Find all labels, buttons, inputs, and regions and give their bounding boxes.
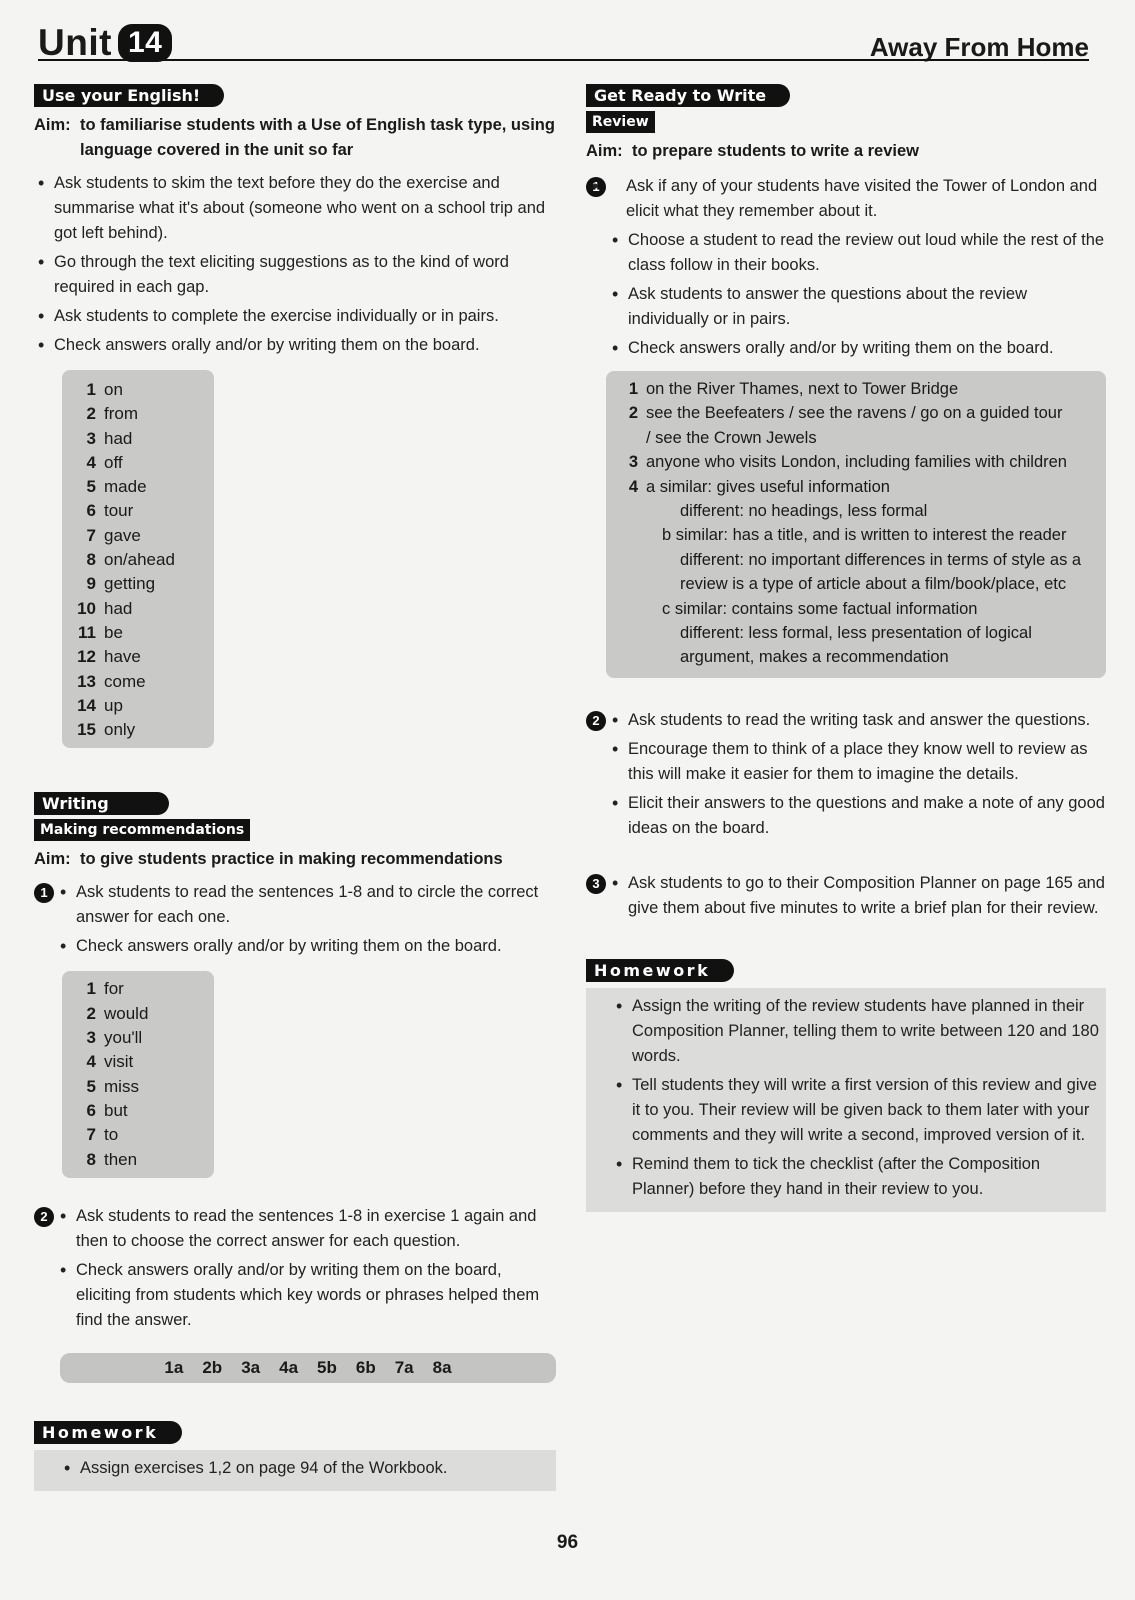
answer-number xyxy=(622,572,646,596)
answer-value: 1a xyxy=(164,1357,184,1377)
exercise-3 xyxy=(586,871,1106,921)
list-item: • Check answers orally and/or by writing them on the board, eliciting from students which key words or phrases helped them find the answer. xyxy=(56,1258,556,1333)
answer-value: 2b xyxy=(202,1357,223,1377)
list-item: • Check answers orally and/or by writing them on the board. xyxy=(608,336,1106,361)
answer-number: 3 xyxy=(86,428,96,448)
answer-number: 2 xyxy=(86,1003,96,1023)
answer-value: different: less formal, less presentation of logical xyxy=(680,624,1032,643)
exercise-number-badge: 1 xyxy=(586,177,606,197)
answer-number: 6 xyxy=(86,1100,96,1120)
answer-row xyxy=(62,1123,214,1147)
answer-value: only xyxy=(104,720,136,740)
answer-value: / see the Crown Jewels xyxy=(646,428,817,447)
list-item: • Ask students to read the sentences 1-8 and to circle the correct answer for each one. xyxy=(56,880,556,930)
answer-number xyxy=(622,426,646,450)
answer-value: 4a xyxy=(279,1357,299,1377)
aim xyxy=(586,139,1106,164)
answer-row xyxy=(622,572,1098,596)
list-item: • Ask if any of your students have visited the Tower of London and elicit what they remember about it. xyxy=(588,174,1106,224)
answer-row xyxy=(62,1099,214,1123)
section-heading-writing: Writing xyxy=(34,792,169,815)
answer-row xyxy=(62,402,214,426)
answer-value: up xyxy=(104,695,123,715)
aim-label: Aim: xyxy=(586,142,623,160)
answer-value: different: no important differences in terms of style as a xyxy=(680,550,1082,569)
bullet-list xyxy=(34,171,556,358)
answer-number: 10 xyxy=(77,598,96,618)
answer-number: 12 xyxy=(77,647,96,667)
answer-row xyxy=(62,1148,214,1172)
answer-number: 14 xyxy=(77,695,96,715)
list-item: • Ask students to read the sentences 1-8 in exercise 1 again and then to choose the correct answer for each question. xyxy=(56,1204,556,1254)
answer-value: 5b xyxy=(317,1357,337,1377)
answer-value: on the River Thames, next to Tower Bridge xyxy=(646,380,959,398)
answer-row xyxy=(62,524,214,548)
exercise-1 xyxy=(586,174,1106,678)
answer-row xyxy=(62,499,214,523)
answer-row xyxy=(62,548,214,572)
answer-value: different: no headings, less formal xyxy=(680,502,928,521)
list-item: • Ask students to read the writing task and answer the questions. xyxy=(608,708,1106,733)
answer-value: getting xyxy=(104,574,156,594)
answer-number: 2 xyxy=(86,404,96,424)
answer-value: would xyxy=(104,1003,149,1023)
answer-number: 5 xyxy=(86,1076,96,1096)
answer-number: 8 xyxy=(86,550,96,570)
answer-value: from xyxy=(104,404,138,424)
exercise-number-badge: 1 xyxy=(34,883,54,903)
list-item: • Tell students they will write a first version of this review and give it to you. Their review will be given back to them later with your comments and they will write a second, improved version of it. xyxy=(612,1073,1106,1148)
answer-value: for xyxy=(104,979,124,999)
unit-number-badge: 14 xyxy=(118,24,172,62)
answer-value: b similar: has a title, and is written to interest the reader xyxy=(662,526,1067,545)
answer-value: c similar: contains some factual information xyxy=(662,599,978,618)
page-number: 96 xyxy=(556,1532,579,1553)
answer-row xyxy=(62,621,214,645)
answer-row xyxy=(622,523,1098,547)
section-heading-homework: Homework xyxy=(34,1421,182,1444)
list-item: • Ask students to answer the questions about the review individually or in pairs. xyxy=(608,282,1106,332)
homework-section-left xyxy=(34,1421,556,1491)
answer-key-inline xyxy=(60,1353,556,1383)
list-item: • Elicit their answers to the questions and make a note of any good ideas on the board. xyxy=(608,791,1106,841)
aim-text: to prepare students to write a review xyxy=(632,142,919,160)
answer-key-box xyxy=(62,971,214,1177)
answer-number xyxy=(622,597,646,621)
answer-value: 7a xyxy=(394,1357,414,1377)
answer-number: 7 xyxy=(86,1125,96,1145)
exercise-2 xyxy=(586,708,1106,841)
answer-value: a similar: gives useful information xyxy=(646,477,890,496)
list-item: • Encourage them to think of a place they know well to review as this will make it easier for them to imagine the details. xyxy=(608,737,1106,787)
answer-number: 4 xyxy=(86,452,96,472)
exercise-2 xyxy=(34,1204,556,1383)
answer-row xyxy=(622,426,1098,450)
homework-box xyxy=(586,988,1106,1212)
answer-number: 1 xyxy=(86,380,96,399)
answer-row xyxy=(622,450,1098,474)
list-item: • Ask students to go to their Composition Planner on page 165 and give them about five minutes to write a brief plan for their review. xyxy=(608,871,1106,921)
answer-row xyxy=(62,1002,214,1026)
header-rule xyxy=(38,59,1089,61)
answer-value: you'll xyxy=(104,1028,143,1048)
section-heading-use-english: Use your English! xyxy=(34,84,224,107)
answer-value: on xyxy=(104,380,123,399)
answer-number xyxy=(622,548,646,572)
answer-value: 8a xyxy=(432,1357,452,1377)
answer-number: 4 xyxy=(628,477,638,496)
homework-box xyxy=(34,1450,556,1491)
get-ready-section xyxy=(586,84,1106,921)
answer-value: then xyxy=(104,1149,138,1169)
list-item: • Ask students to skim the text before they do the exercise and summarise what it's about (someone who went on a school trip and got left behind). xyxy=(34,171,556,246)
answer-number: 1 xyxy=(86,979,96,999)
answer-row xyxy=(62,694,214,718)
answer-row xyxy=(62,427,214,451)
answer-value: argument, makes a recommendation xyxy=(680,648,949,667)
answer-row xyxy=(62,1026,214,1050)
aim xyxy=(34,113,556,163)
aim-label: Aim: xyxy=(34,850,71,869)
list-item: • Check answers orally and/or by writing them on the board. xyxy=(56,934,556,959)
answer-number xyxy=(622,523,646,547)
list-item: • Assign the writing of the review students have planned in their Composition Planner, telling them to write between 120 and 180 words. xyxy=(612,994,1106,1069)
bullet-list xyxy=(34,1204,556,1333)
bullet-list xyxy=(586,708,1106,841)
answer-row xyxy=(622,401,1098,425)
section-heading-homework: Homework xyxy=(586,959,734,982)
answer-number: 13 xyxy=(77,671,96,691)
answer-value: tour xyxy=(104,501,134,521)
answer-row xyxy=(62,451,214,475)
answer-number: 15 xyxy=(77,720,96,740)
answer-value: 3a xyxy=(241,1357,261,1377)
answer-value: off xyxy=(104,452,123,472)
list-item: • Assign exercises 1,2 on page 94 of the Workbook. xyxy=(60,1456,556,1481)
answer-row xyxy=(62,475,214,499)
answer-row xyxy=(62,597,214,621)
answer-row xyxy=(622,548,1098,572)
answer-value: review is a type of article about a film/book/place, etc xyxy=(680,575,1067,594)
answer-number xyxy=(622,499,646,523)
answer-number: 3 xyxy=(86,1028,96,1048)
answer-value: see the Beefeaters / see the ravens / go on a guided tour xyxy=(646,404,1063,423)
answer-row xyxy=(62,378,214,402)
subheading-review: Review xyxy=(586,111,655,133)
homework-section-right xyxy=(586,959,1106,1212)
exercise-number-badge: 2 xyxy=(34,1207,54,1227)
bullet-list xyxy=(34,880,556,959)
answer-number: 3 xyxy=(628,453,638,472)
list-item: • Ask students to complete the exercise individually or in pairs. xyxy=(34,304,556,329)
unit-label: Unit xyxy=(38,22,112,63)
answer-row xyxy=(62,645,214,669)
list-item: • Choose a student to read the review out loud while the rest of the class follow in their books. xyxy=(608,228,1106,278)
answer-number: 5 xyxy=(86,477,96,497)
answer-number: 1 xyxy=(628,380,638,398)
exercise-number-badge: 3 xyxy=(586,874,606,894)
aim-label: Aim: xyxy=(34,116,71,134)
answer-number: 9 xyxy=(86,574,96,594)
unit-title xyxy=(38,22,172,64)
answer-row xyxy=(62,977,214,1001)
answer-row xyxy=(62,718,214,742)
bullet-list xyxy=(34,1450,556,1491)
answer-number: 8 xyxy=(86,1149,96,1169)
writing-section xyxy=(34,792,556,1382)
answer-key-box xyxy=(606,371,1106,678)
answer-value: on/ahead xyxy=(104,550,175,570)
exercise-1 xyxy=(34,880,556,1177)
list-item: • Remind them to tick the checklist (after the Composition Planner) before they hand in their review to you. xyxy=(612,1152,1106,1202)
answer-value: have xyxy=(104,647,141,667)
answer-value: come xyxy=(104,671,146,691)
answer-number: 11 xyxy=(78,622,96,642)
use-english-section xyxy=(34,84,556,748)
answer-value: anyone who visits London, including families with children xyxy=(646,453,1067,472)
answer-row xyxy=(622,597,1098,621)
bullet-list xyxy=(586,988,1106,1212)
subheading-making-recommendations: Making recommendations xyxy=(34,819,250,841)
answer-row xyxy=(62,1050,214,1074)
answer-value: had xyxy=(104,428,133,448)
answer-value: miss xyxy=(104,1076,139,1096)
list-item: • Check answers orally and/or by writing them on the board. xyxy=(34,333,556,358)
exercise-number-badge: 2 xyxy=(586,711,606,731)
right-column xyxy=(586,84,1106,1212)
aim xyxy=(34,847,556,872)
answer-number: 7 xyxy=(86,525,96,545)
aim-text: to familiarise students with a Use of English task type, using language covered in the unit so far xyxy=(80,116,555,159)
answer-value: had xyxy=(104,598,133,618)
answer-number: 4 xyxy=(86,1052,96,1072)
answer-value: be xyxy=(104,622,123,642)
section-heading-get-ready: Get Ready to Write xyxy=(586,84,790,107)
answer-row xyxy=(622,645,1098,669)
bullet-list xyxy=(586,174,1106,361)
answer-value: visit xyxy=(104,1052,134,1072)
answer-row xyxy=(62,670,214,694)
answer-value: gave xyxy=(104,525,141,545)
left-column xyxy=(34,84,556,1491)
answer-value: to xyxy=(104,1125,119,1145)
unit-subject: Away From Home xyxy=(869,32,1089,62)
answer-value: made xyxy=(104,477,147,497)
answer-number: 2 xyxy=(628,404,638,423)
answer-key-box xyxy=(62,370,214,748)
answer-row xyxy=(622,621,1098,645)
list-item: • Go through the text eliciting suggestions as to the kind of word required in each gap. xyxy=(34,250,556,300)
bullet-list xyxy=(586,871,1106,921)
answer-row xyxy=(622,499,1098,523)
answer-row xyxy=(62,1075,214,1099)
answer-number xyxy=(622,645,646,669)
answer-row xyxy=(622,377,1098,401)
answer-row xyxy=(62,572,214,596)
answer-row xyxy=(622,475,1098,499)
answer-number xyxy=(622,621,646,645)
aim-text: to give students practice in making recommendations xyxy=(80,850,503,869)
answer-number: 6 xyxy=(86,501,96,521)
answer-value: 6b xyxy=(355,1357,376,1377)
answer-value: but xyxy=(104,1100,128,1120)
